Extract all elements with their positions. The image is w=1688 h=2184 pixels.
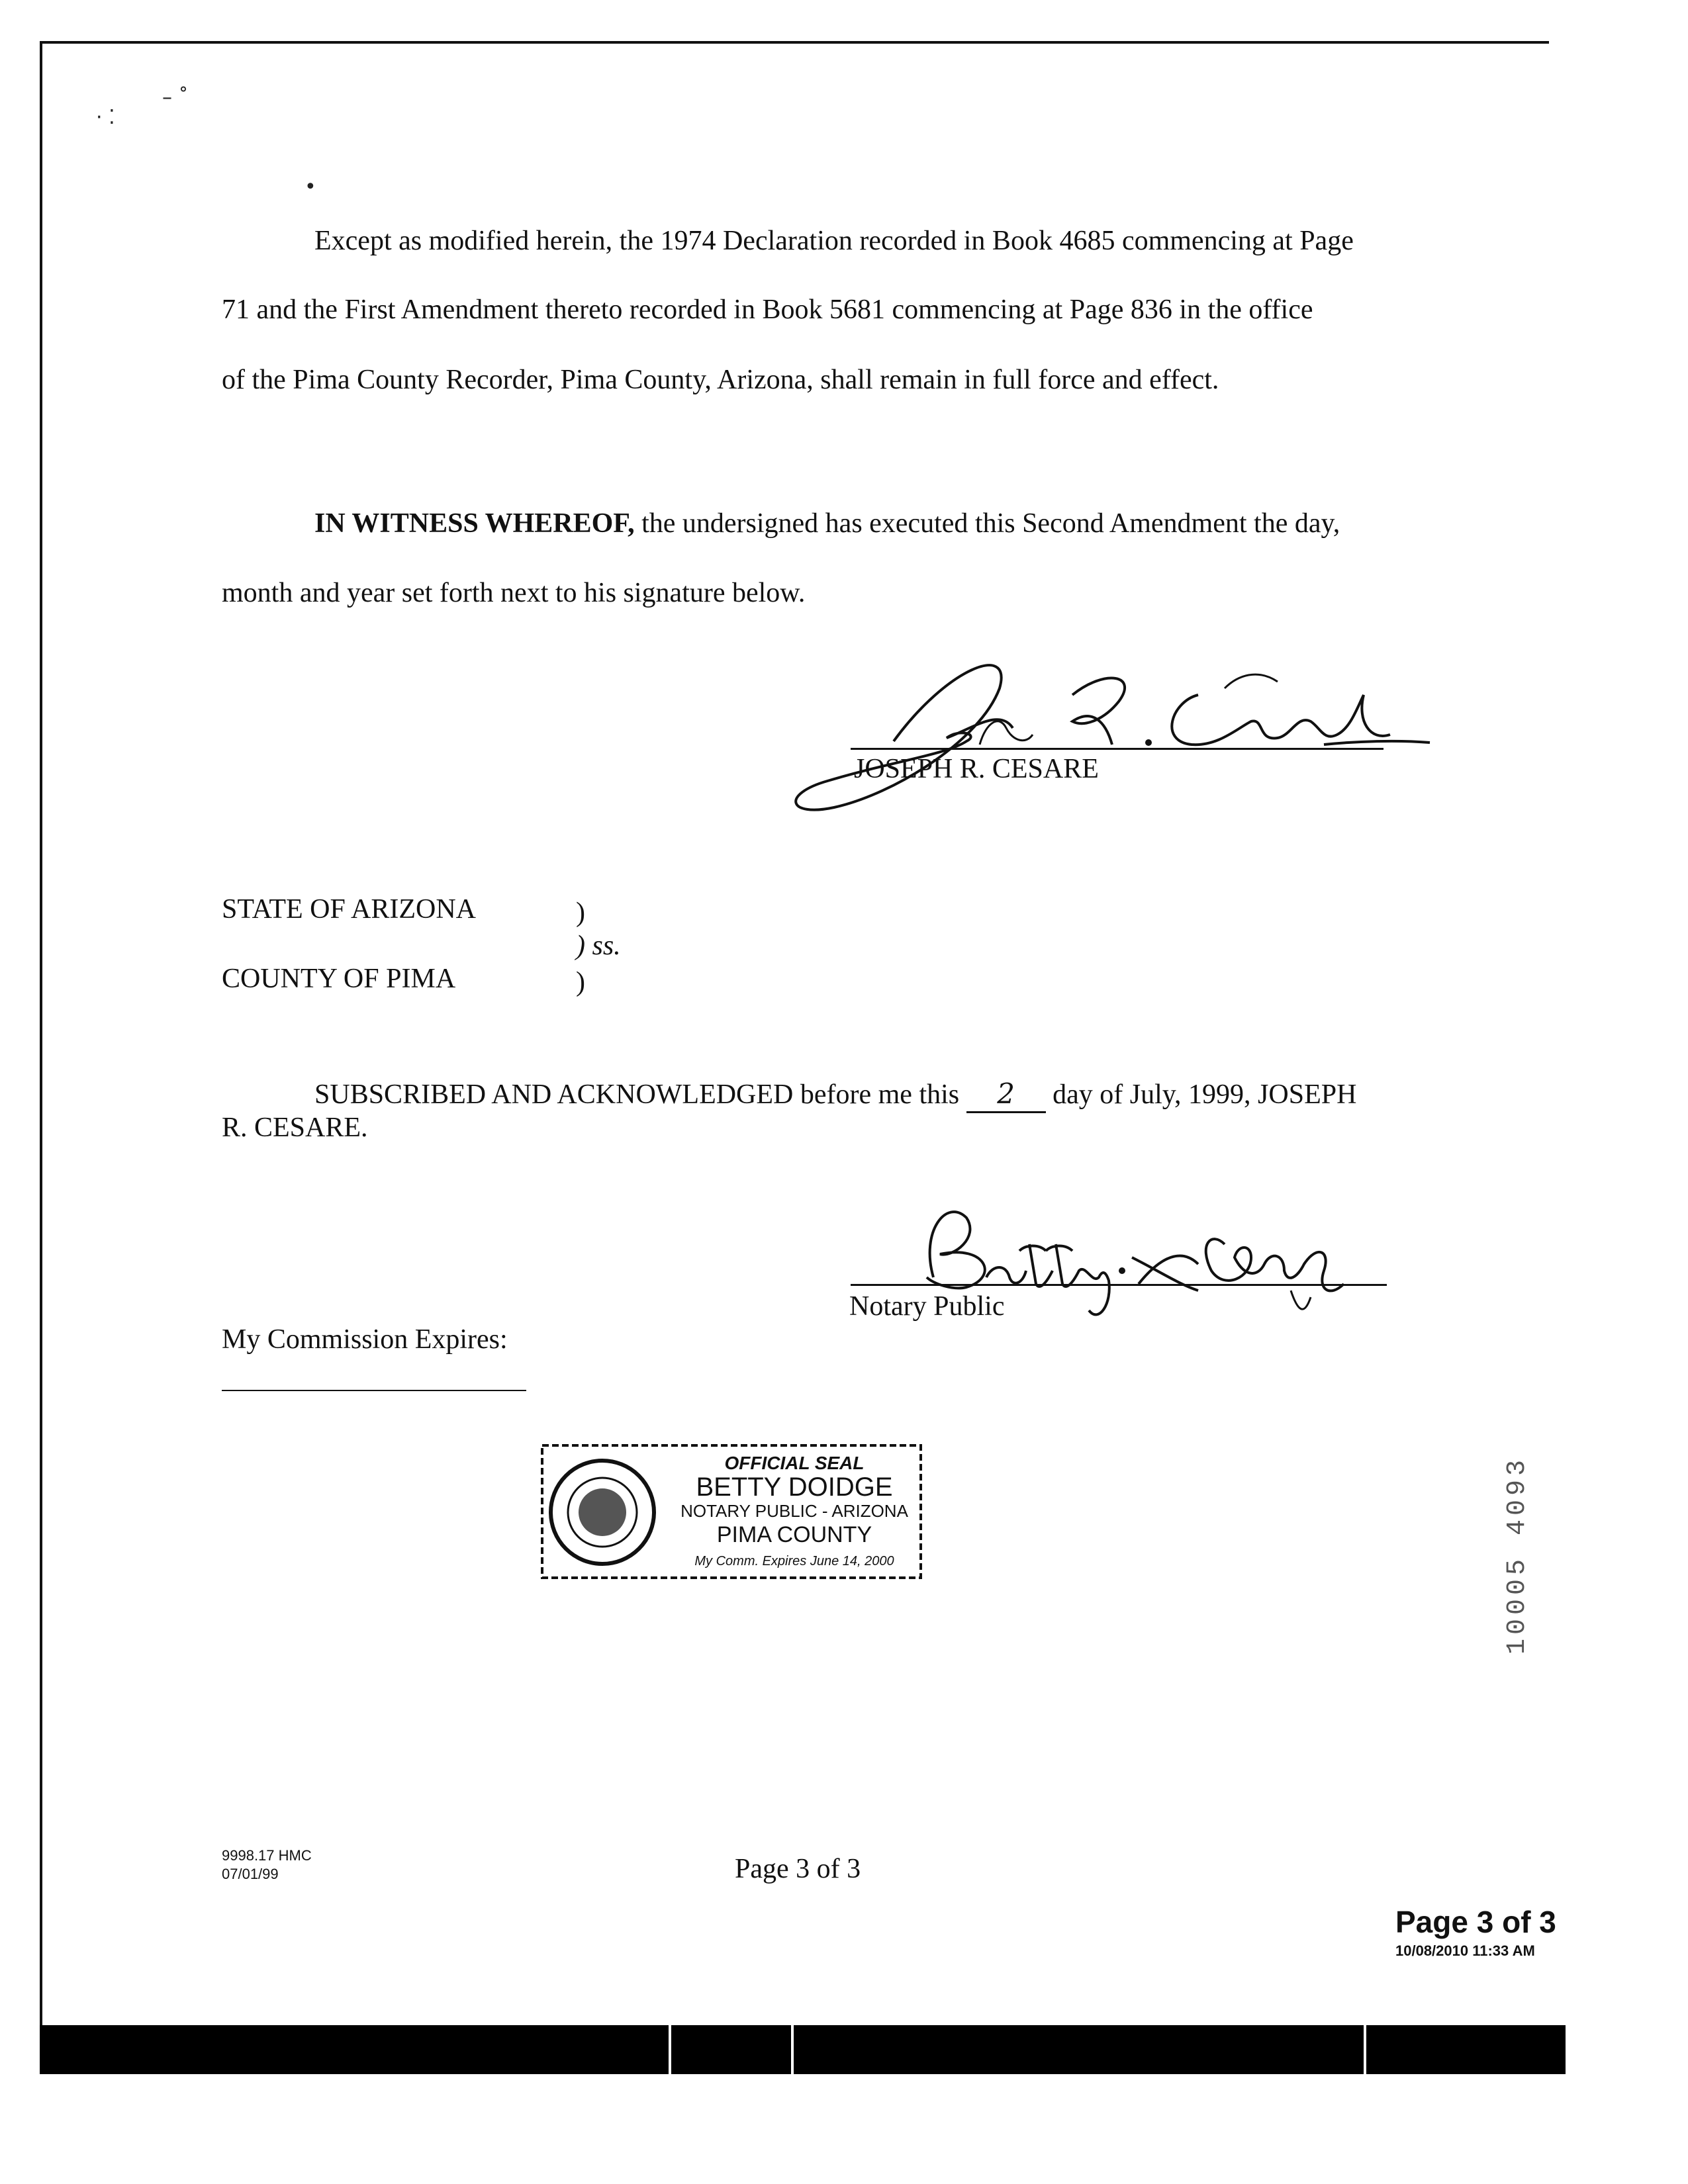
bar-gap [791, 2025, 794, 2074]
footer-code: 9998.17 HMC [222, 1847, 312, 1864]
seal-line2: BETTY DOIDGE [696, 1473, 893, 1502]
venue-county: COUNTY OF PIMA [222, 964, 456, 994]
witness-line2: month and year set forth next to his signature below. [222, 578, 806, 608]
seal-line5: My Comm. Expires June 14, 2000 [694, 1554, 894, 1569]
commission-blank-line [222, 1390, 526, 1391]
venue-paren-ss: ) ss. [576, 931, 621, 961]
page-border-top [40, 41, 1549, 44]
recorder-page-number: Page 3 of 3 [1395, 1905, 1556, 1939]
venue-paren-3: ) [576, 967, 585, 997]
scan-footer-bar [40, 2025, 1566, 2074]
acknowledgment-line2: R. CESARE. [222, 1113, 368, 1143]
bar-gap [1364, 2025, 1366, 2074]
edge-recording-number: 10005 4093 [1503, 1456, 1532, 1655]
paragraph1-line1: Except as modified herein, the 1974 Declaration recorded in Book 4685 commencing at Page [314, 226, 1354, 256]
footer-page-number: Page 3 of 3 [735, 1854, 861, 1884]
paragraph-line [222, 224, 1400, 258]
recorder-timestamp: 10/08/2010 11:33 AM [1395, 1942, 1535, 1959]
witness-line1 [222, 506, 1400, 541]
acknowledgment-line1 [222, 1077, 1400, 1113]
notary-caption: Notary Public [849, 1291, 1005, 1322]
seal-line4: PIMA COUNTY [716, 1522, 872, 1547]
seal-line3: NOTARY PUBLIC - ARIZONA [680, 1501, 908, 1521]
official-seal-stamp [533, 1436, 930, 1588]
signature-cesare [761, 629, 1443, 827]
commission-label: My Commission Expires: [222, 1324, 508, 1355]
scan-speck: – ˚ [162, 86, 189, 109]
scan-speck: • [305, 175, 316, 199]
scan-speck: · ⁚ [96, 106, 115, 129]
signer-name: JOSEPH R. CESARE [854, 754, 1099, 784]
page-border-left [40, 41, 42, 2073]
paragraph1-line3: of the Pima County Recorder, Pima County, Arizona, shall remain in full force and effect. [222, 365, 1219, 395]
ack-day-blank: 2 [966, 1077, 1046, 1113]
signature-line-cesare [851, 748, 1383, 750]
ack-text-start: SUBSCRIBED AND ACKNOWLEDGED before me this [314, 1079, 960, 1110]
witness-heading: IN WITNESS WHEREOF, [314, 508, 635, 539]
seal-line1: OFFICIAL SEAL [724, 1453, 865, 1473]
venue-state: STATE OF ARIZONA [222, 894, 476, 925]
footer-date: 07/01/99 [222, 1866, 279, 1882]
signature-line-notary [851, 1284, 1387, 1286]
bar-gap [669, 2025, 671, 2074]
witness-line1-text: the undersigned has executed this Second Amendment the day, [634, 508, 1340, 539]
paragraph1-line2: 71 and the First Amendment thereto recorded in Book 5681 commencing at Page 836 in the office [222, 295, 1313, 325]
ack-text-end: day of July, 1999, JOSEPH [1053, 1079, 1357, 1110]
venue-paren-1: ) [576, 897, 585, 928]
